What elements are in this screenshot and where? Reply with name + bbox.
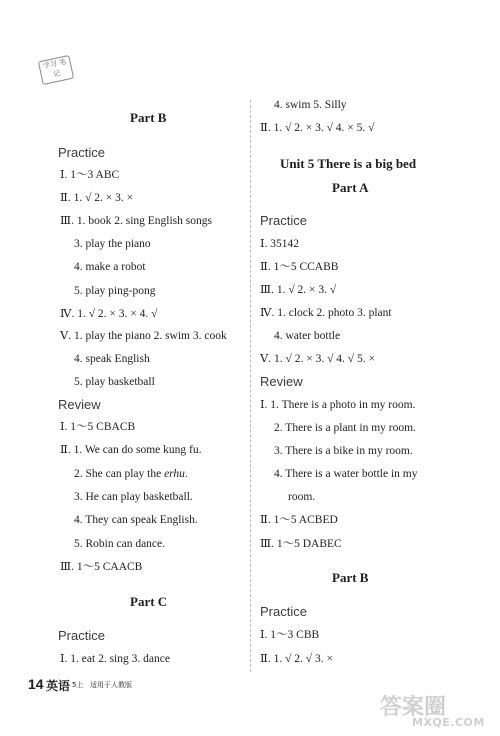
heading-part-c: Part C xyxy=(130,594,168,609)
answer-text: 2. She can play the xyxy=(74,468,165,480)
watermark-logo: 答案圈 xyxy=(380,695,447,720)
heading-practice: Practice xyxy=(58,145,105,160)
answer-line: Ⅴ. 1. √ 2. × 3. √ 4. √ 5. × xyxy=(260,353,375,365)
answer-line: 4. water bottle xyxy=(274,330,341,342)
footer-grade: 5上 xyxy=(72,681,84,689)
answer-line: 4. They can speak English. xyxy=(74,514,198,526)
answer-line: Ⅰ. 1～3 ABC xyxy=(60,169,120,181)
answer-line xyxy=(74,467,188,481)
answer-line: Ⅲ. 1～5 CAACB xyxy=(60,561,143,573)
answer-line: Ⅱ. 1. √ 2. × 3. √ 4. × 5. √ xyxy=(260,122,375,134)
answer-line: 5. play basketball xyxy=(74,376,155,388)
heading-practice: Practice xyxy=(58,628,105,643)
answer-line: Ⅱ. 1～5 CCABB xyxy=(260,261,339,273)
answer-line: 4. speak English xyxy=(74,353,150,365)
heading-part-b: Part B xyxy=(130,110,167,125)
answer-text-italic: erhu xyxy=(164,468,185,480)
answer-line: 2. There is a plant in my room. xyxy=(274,422,416,434)
heading-practice: Practice xyxy=(260,213,307,228)
answer-line: Ⅱ. 1. We can do some kung fu. xyxy=(60,444,202,456)
column-divider xyxy=(250,100,251,672)
heading-part-a: Part A xyxy=(332,180,369,195)
answer-line: Ⅰ. 1. There is a photo in my room. xyxy=(260,399,416,411)
answer-line: Ⅲ. 1～5 DABEC xyxy=(260,538,342,550)
heading-practice: Practice xyxy=(260,604,307,619)
answer-line: Ⅰ. 35142 xyxy=(260,238,300,250)
footer-edition: 适用于人教版 xyxy=(90,681,132,689)
answer-line: Ⅱ. 1～5 ACBED xyxy=(260,514,338,526)
heading-review: Review xyxy=(260,374,303,389)
answer-line: 4. There is a water bottle in my xyxy=(274,468,418,480)
answer-line: Ⅰ. 1. eat 2. sing 3. dance xyxy=(60,653,170,665)
watermark-url: MXQE.COM xyxy=(412,716,485,729)
answer-line: Ⅱ. 1. √ 2. √ 3. × xyxy=(260,653,333,665)
answer-line: Ⅰ. 1～3 CBB xyxy=(260,629,320,641)
answer-line: room. xyxy=(288,491,316,503)
answer-line: Ⅳ. 1. √ 2. × 3. × 4. √ xyxy=(60,308,158,320)
heading-part-b: Part B xyxy=(332,570,369,585)
answer-line: 5. Robin can dance. xyxy=(74,538,166,550)
answer-line: Ⅲ. 1. book 2. sing English songs xyxy=(60,215,212,227)
answer-line: Ⅳ. 1. clock 2. photo 3. plant xyxy=(260,307,392,319)
answer-line: 4. swim 5. Silly xyxy=(274,99,347,111)
footer-subject: 英语 xyxy=(46,679,71,693)
answer-line: 3. There is a bike in my room. xyxy=(274,445,413,457)
answer-line: Ⅲ. 1. √ 2. × 3. √ xyxy=(260,284,337,296)
answer-text: . xyxy=(184,468,188,480)
answer-line: 3. play the piano xyxy=(74,238,151,250)
heading-unit-5: Unit 5 There is a big bed xyxy=(280,156,417,171)
answer-line: Ⅴ. 1. play the piano 2. swim 3. cook xyxy=(60,330,227,342)
answer-line: Ⅰ. 1～5 CBACB xyxy=(60,421,136,433)
answer-line: 5. play ping-pong xyxy=(74,285,156,297)
page-number: 14 xyxy=(28,676,44,692)
answer-line: 3. He can play basketball. xyxy=(74,491,193,503)
heading-review: Review xyxy=(58,397,101,412)
answer-line: 4. make a robot xyxy=(74,261,146,273)
logo-stamp: 学习 笔记 xyxy=(38,55,74,85)
answer-line: Ⅱ. 1. √ 2. × 3. × xyxy=(60,192,134,204)
